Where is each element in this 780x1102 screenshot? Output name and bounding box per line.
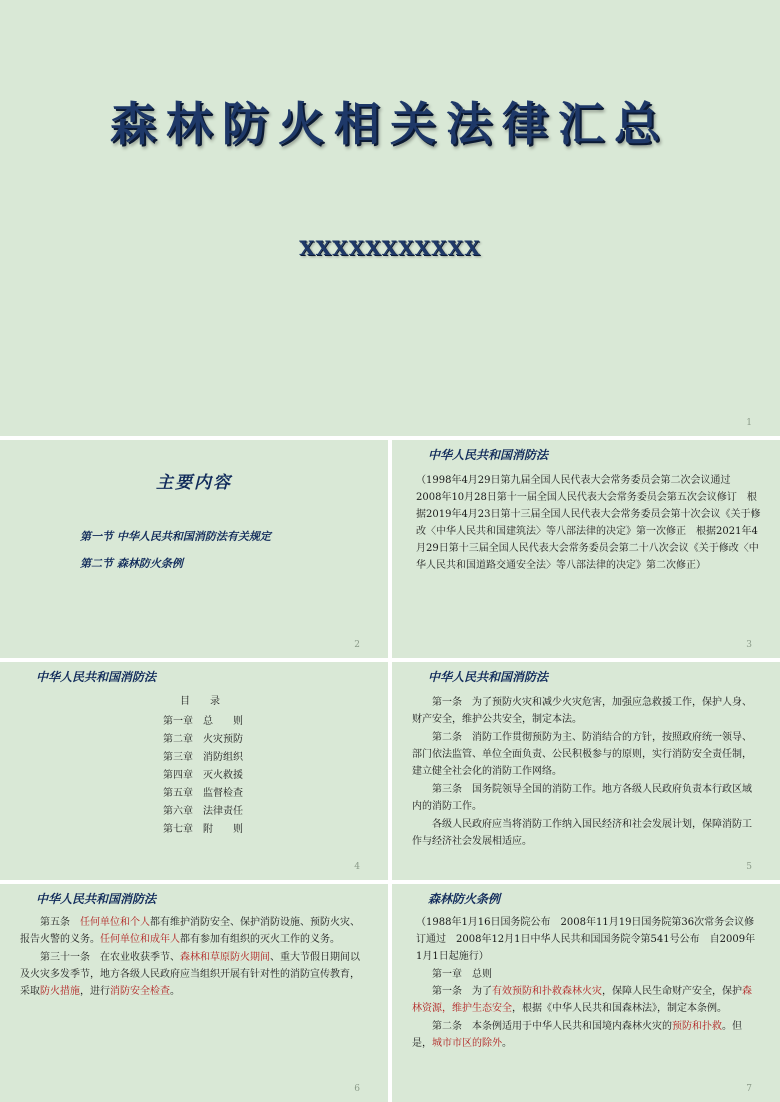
slide-header: 森林防火条例 (428, 892, 501, 906)
contents-item-2: 第二节 森林防火条例 (80, 557, 183, 570)
highlight: 城市市区的除外 (432, 1038, 502, 1049)
highlight: 森林和草原防火期间 (180, 952, 270, 963)
highlight: 任何单位和成年人 (100, 934, 180, 945)
article-2: 第二条 消防工作贯彻预防为主、防消结合的方针，按照政府统一领导、部门依法监管、单位全面负责、公民积极参与的原则，实行消防安全责任制，建立健全社会化的消防工作网络。 (412, 732, 752, 777)
slide-header: 中华人民共和国消防法 (36, 892, 157, 906)
chapter-row: 第四章 灭火救援 (163, 770, 243, 781)
chapter-row: 第二章 火灾预防 (163, 734, 243, 745)
highlight: 防火措施 (40, 986, 80, 997)
chapter-row: 第五章 监督检查 (163, 788, 243, 799)
law-history-paragraph: （1998年4月29日第九届全国人民代表大会常务委员会第二次会议通过 2008年10月28日第十一届全国人民代表大会常务委员会第五次会议修订 根据2019年4月23日第十三届全国人民代表大会常务委员会第十次会议《关于修改〈中华人民共和国建筑法〉等八部法律的决定》第一次修正 根据2021年4月29日第十三届全国人民代表大会常务委员会第二十八次会议《关于修改〈中华人民共和国道路交通安全法〉等八部法律的决定》第二次修正） (416, 475, 761, 571)
slide-4-fire-law-toc (0, 662, 388, 880)
chapter-row: 第六章 法律责任 (163, 806, 243, 817)
main-title: 森林防火相关法律汇总 (110, 97, 670, 151)
slide-3-fire-law-history (392, 440, 780, 658)
toc-label: 目 录 (180, 696, 220, 707)
article-5: 第五条 任何单位和个人都有维护消防安全、保护消防设施、预防火灾、报告火警的义务。任何单位和成年人都有参加有组织的灭火工作的义务。 (20, 917, 360, 945)
slide-1-title (0, 0, 780, 436)
page-number: 6 (354, 1084, 360, 1094)
contents-item-1: 第一节 中华人民共和国消防法有关规定 (80, 530, 271, 543)
highlight: 消防安全检查 (110, 986, 170, 997)
article-3: 第三条 国务院领导全国的消防工作。地方各级人民政府负责本行政区域内的消防工作。 (412, 784, 752, 812)
page-number: 2 (354, 640, 360, 650)
slide-header: 中华人民共和国消防法 (36, 670, 157, 684)
highlight: 预防和扑救 (672, 1021, 722, 1032)
subtitle: XXXXXXXXXXX (299, 236, 481, 260)
contents-title: 主要内容 (156, 473, 232, 493)
slide-header: 中华人民共和国消防法 (428, 670, 549, 684)
slide-7-forest-fire-regulations (392, 884, 780, 1102)
regulation-article-1: 第一条 为了有效预防和扑救森林火灾，保障人民生命财产安全，保护森林资源，维护生态安全，根据《中华人民共和国森林法》，制定本条例。 (412, 986, 752, 1014)
chapter-row: 第一章 总 则 (163, 716, 243, 727)
chapter-1-title: 第一章 总则 (432, 969, 492, 980)
regulation-article-2: 第二条 本条例适用于中华人民共和国境内森林火灾的预防和扑救。但是，城市市区的除外。 (412, 1021, 742, 1049)
slide-2-contents (0, 440, 388, 658)
article-1: 第一条 为了预防火灾和减少火灾危害，加强应急救援工作，保护人身、财产安全，维护公共安全，制定本法。 (412, 697, 752, 725)
slide-5-fire-law-articles (392, 662, 780, 880)
article-31: 第三十一条 在农业收获季节、森林和草原防火期间、重大节假日期间以及火灾多发季节，地方各级人民政府应当组织开展有针对性的消防宣传教育，采取防火措施，进行消防安全检查。 (20, 952, 360, 997)
page-number: 1 (746, 418, 752, 428)
chapter-row: 第七章 附 则 (163, 824, 243, 835)
page-number: 7 (746, 1084, 752, 1094)
slide-header: 中华人民共和国消防法 (428, 448, 549, 462)
highlight: 任何单位和个人 (80, 917, 150, 928)
page-number: 3 (746, 640, 752, 650)
page-number: 4 (354, 862, 360, 872)
regulation-history: （1988年1月16日国务院公布 2008年11月19日国务院第36次常务会议修订通过 2008年12月1日中华人民共和国国务院令第541号公布 自2009年1月1日起施行） (416, 917, 756, 962)
highlight: 森林资源，维护生态安全 (412, 986, 752, 1014)
chapter-row: 第三章 消防组织 (163, 752, 243, 763)
article-3-cont: 各级人民政府应当将消防工作纳入国民经济和社会发展计划，保障消防工作与经济社会发展相适应。 (412, 819, 752, 847)
slide-6-fire-law-obligations (0, 884, 388, 1102)
page-number: 5 (746, 862, 752, 872)
highlight: 有效预防和扑救森林火灾 (492, 986, 602, 997)
